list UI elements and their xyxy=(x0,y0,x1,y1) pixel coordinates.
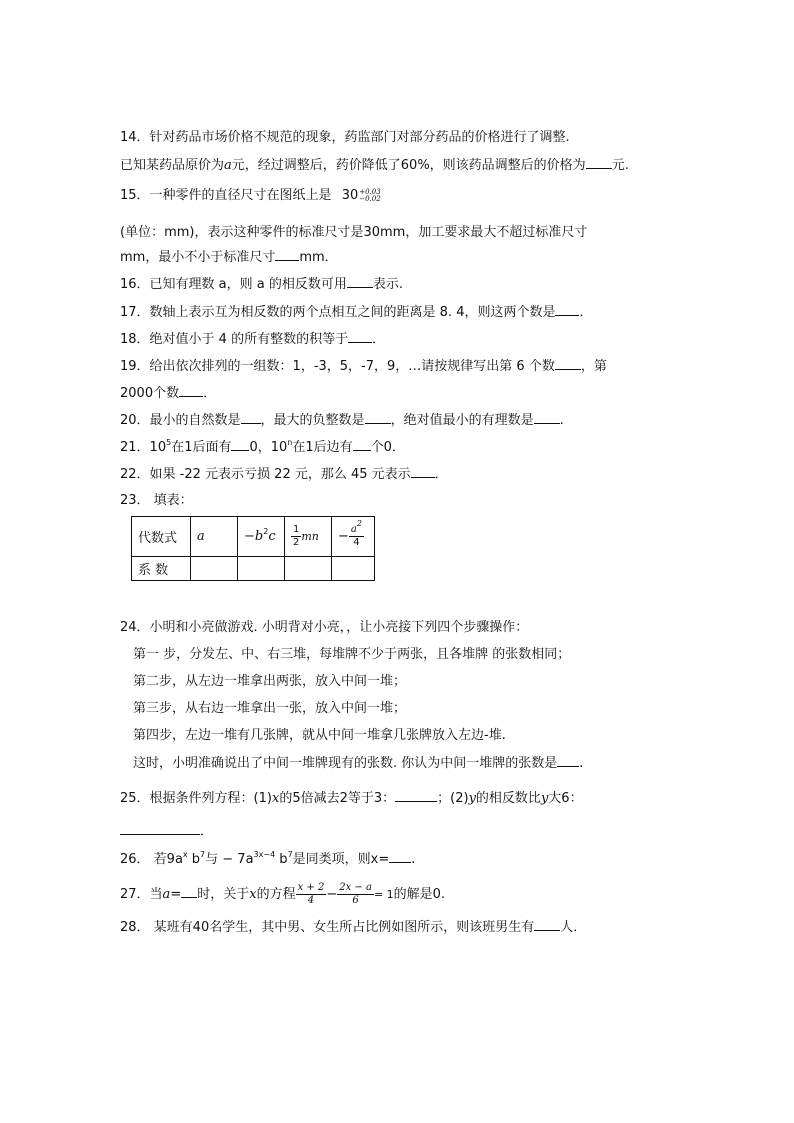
table-row: 代数式 a $-b^2c$ $\frac{1}{2}$ mn − $\frac{a^2}{4}$ xyxy=(132,517,375,557)
q27: 27．当a= 时，关于x的方程 $\frac{x + 2}{4}$ − $\frac{2x - a}{6}$ = 1的解是0. xyxy=(120,882,446,906)
answer-blank[interactable] xyxy=(181,885,197,898)
q15-line2: (单位：mm)，表示这种零件的标准尺寸是30mm，加工要求最大不超过标准尺寸 xyxy=(120,225,588,240)
q24-line5: 第四步，左边一堆有几张牌，就从中间一堆拿几张牌放入左边-堆. xyxy=(133,728,506,743)
answer-blank[interactable] xyxy=(231,438,249,451)
table-cell-input[interactable] xyxy=(191,557,238,581)
answer-blank[interactable] xyxy=(179,384,203,397)
tolerance-base: 30 xyxy=(341,188,359,203)
answer-blank[interactable] xyxy=(275,248,299,261)
coefficient-table xyxy=(131,516,375,581)
table-cell-input[interactable] xyxy=(238,557,285,581)
q24-line1: 24．小明和小亮做游戏. 小明背对小亮，，让小亮接下列四个步骤操作： xyxy=(120,620,529,635)
answer-blank[interactable] xyxy=(353,438,371,451)
q16: 16．已知有理数 a，则 a 的相反数可用 表示. xyxy=(120,277,404,292)
q22: 22．如果 -22 元表示亏损 22 元，那么 45 元表示 ． xyxy=(120,467,448,482)
answer-blank[interactable] xyxy=(347,275,373,288)
q24-line3: 第二步，从左边一堆拿出两张，放入中间一堆； xyxy=(133,674,407,689)
q26: 26． 若$9a^x$ $b^7$与 − $7a^{3x-4}$ $b^7$是同类项，则x= . xyxy=(120,850,416,867)
q25-line2: ． xyxy=(120,822,213,841)
table-row-label: 系 数 xyxy=(132,557,191,581)
answer-blank[interactable] xyxy=(411,465,435,478)
table-cell-input[interactable] xyxy=(332,557,375,581)
table-header: 代数式 xyxy=(132,517,191,557)
fraction: $\frac{1}{2}$ xyxy=(293,524,300,548)
q23-label: 23． 填表： xyxy=(120,493,193,508)
answer-blank[interactable] xyxy=(120,822,200,835)
q14-line2: 已知某药品原价为a元，经过调整后，药价降低了60%，则该药品调整后的价格为 元. xyxy=(120,158,629,173)
q19-line2: 2000个数 ． xyxy=(120,386,217,401)
answer-blank[interactable] xyxy=(555,357,581,370)
answer-blank[interactable] xyxy=(534,411,560,424)
q24-line4: 第三步，从右边一堆拿出一张，放入中间一堆； xyxy=(133,701,407,716)
answer-blank[interactable] xyxy=(586,156,612,169)
answer-blank[interactable] xyxy=(555,303,579,316)
tolerance-limits: +0.03 −0.02 xyxy=(359,187,381,203)
q17: 17．数轴上表示互为相反数的两个点相互之间的距离是 8. 4，则这两个数是 ． xyxy=(120,305,593,320)
q28: 28． 某班有40名学生，其中男、女生所占比例如图所示，则该班男生有 人． xyxy=(120,920,587,935)
q24-line2: 第一 步，分发左、中、右三堆，每堆牌不少于两张，且各堆牌 的张数相同； xyxy=(133,647,571,662)
q19-line1: 19．给出依次排列的一组数：1，-3，5，-7，9，…请按规律写出第 6 个数 ，第 xyxy=(120,359,607,374)
answer-blank[interactable] xyxy=(395,789,437,802)
answer-blank[interactable] xyxy=(534,918,560,931)
fraction: $\frac{x + 2}{4}$ xyxy=(297,882,325,906)
q14-line1: 14．针对药品市场价格不规范的现象，药监部门对部分药品的价格进行了调整. xyxy=(120,130,570,145)
answer-blank[interactable] xyxy=(365,411,391,424)
q21: 21．$10^5$在1后面有 0，10$^n$在1后边有 个0． xyxy=(120,438,405,455)
answer-blank[interactable] xyxy=(557,754,579,767)
q15-line1: 15．一种零件的直径尺寸在图纸上是 30 +0.03 −0.02 xyxy=(120,187,381,203)
answer-blank[interactable] xyxy=(348,330,372,343)
q15-line3: mm，最小不小于标准尺寸 mm． xyxy=(120,250,338,265)
answer-blank[interactable] xyxy=(241,411,261,424)
answer-blank[interactable] xyxy=(389,850,411,863)
var-a: a xyxy=(224,158,232,173)
q24-line6: 这时，小明准确说出了中间一堆牌现有的张数. 你认为中间一堆牌的张数是 . xyxy=(133,756,584,771)
fraction: $\frac{2x - a}{6}$ xyxy=(339,882,372,906)
q20: 20．最小的自然数是 ，最大的负整数是 ，绝对值最小的有理数是 . xyxy=(120,413,564,428)
fraction: $\frac{a^2}{4}$ xyxy=(350,519,362,548)
table-cell-input[interactable] xyxy=(285,557,332,581)
q18: 18．绝对值小于 4 的所有整数的积等于 ． xyxy=(120,332,386,347)
q25-line1: 25．根据条件列方程：(1)x的5倍减去2等于3： ；(2)y的相反数比y大6： xyxy=(120,791,583,806)
table-row xyxy=(132,557,375,581)
